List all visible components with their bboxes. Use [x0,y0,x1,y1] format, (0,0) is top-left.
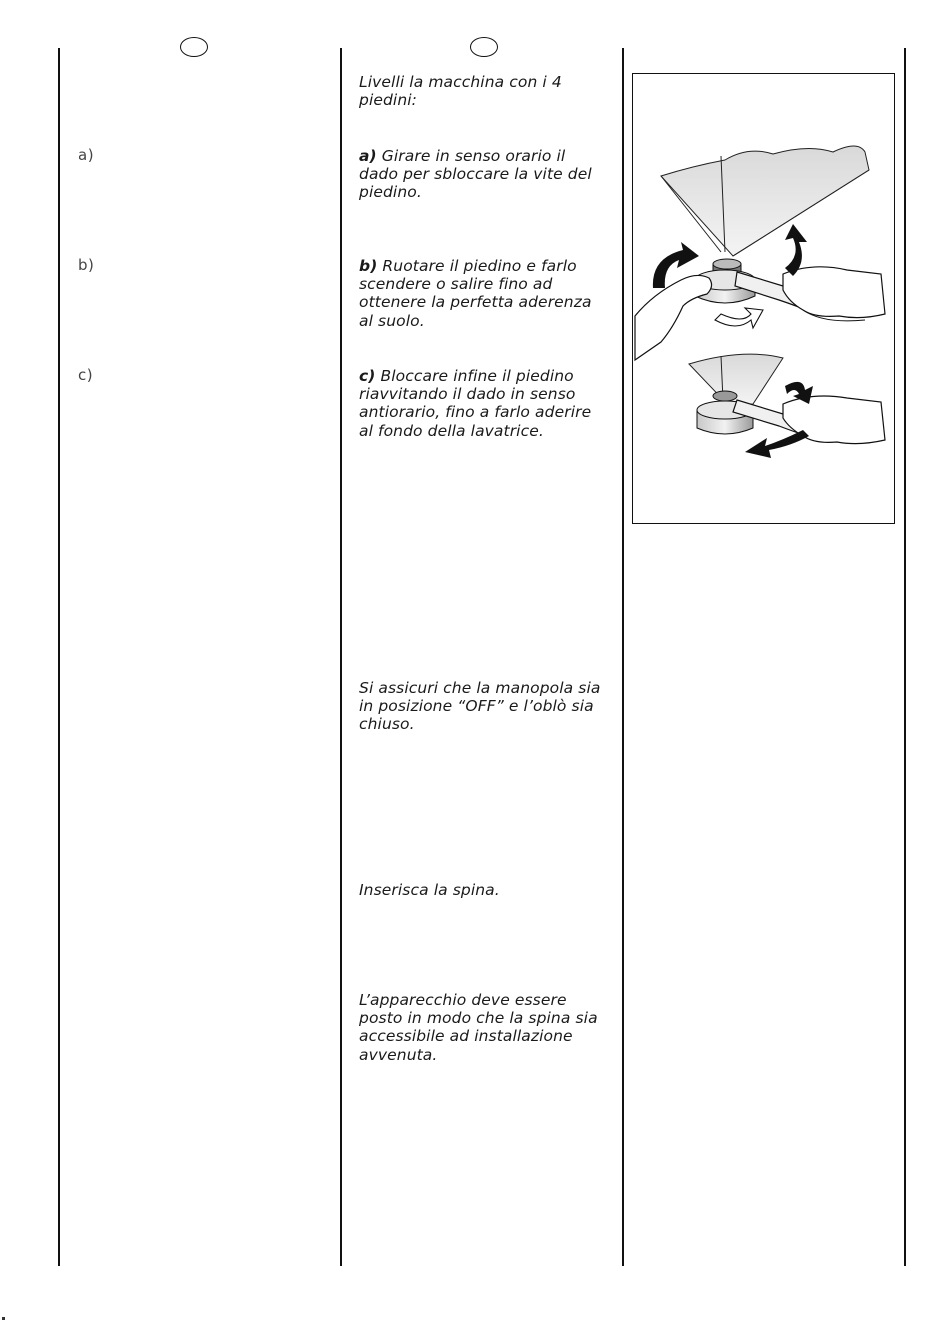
step-c-marker: c) [359,367,376,385]
step-a-text: Girare in senso orario il dado per sbloccare la vite del piedino. [359,147,592,202]
intro-paragraph: Livelli la macchina con i 4 piedini: [359,73,562,110]
step-a-paragraph [359,147,609,202]
knob-check-paragraph: Si assicuri che la manopola sia in posizione “OFF” e l’oblò sia chiuso. [359,679,601,734]
plug-in-paragraph: Inserisca la spina. [359,881,500,899]
language-badge-left [180,37,208,57]
column-divider-left [58,48,60,1266]
column-divider-middle-right [622,48,624,1266]
step-b-text: Ruotare il piedino e farlo scendere o salire fino ad ottenere la perfetta aderenza al suolo. [359,257,592,330]
label-b: b) [78,256,95,274]
label-c: c) [78,366,94,384]
column-divider-middle-left [340,48,342,1266]
column-divider-right [904,48,906,1266]
foot-leveling-figure [632,73,895,524]
step-b-marker: b) [359,257,378,275]
foot-leveling-illustration-icon [633,74,893,522]
step-c-text: Bloccare infine il piedino riavvitando il dado in senso antiorario, fino a farlo aderire al fondo della lavatrice. [359,367,592,440]
corner-mark [2,1317,5,1320]
language-badge-middle [470,37,498,57]
step-a-marker: a) [359,147,377,165]
step-c-paragraph [359,367,609,440]
accessibility-paragraph: L’apparecchio deve essere posto in modo che la spina sia accessibile ad installazione avvenuta. [359,991,598,1064]
label-a: a) [78,146,95,164]
step-b-paragraph [359,257,609,330]
